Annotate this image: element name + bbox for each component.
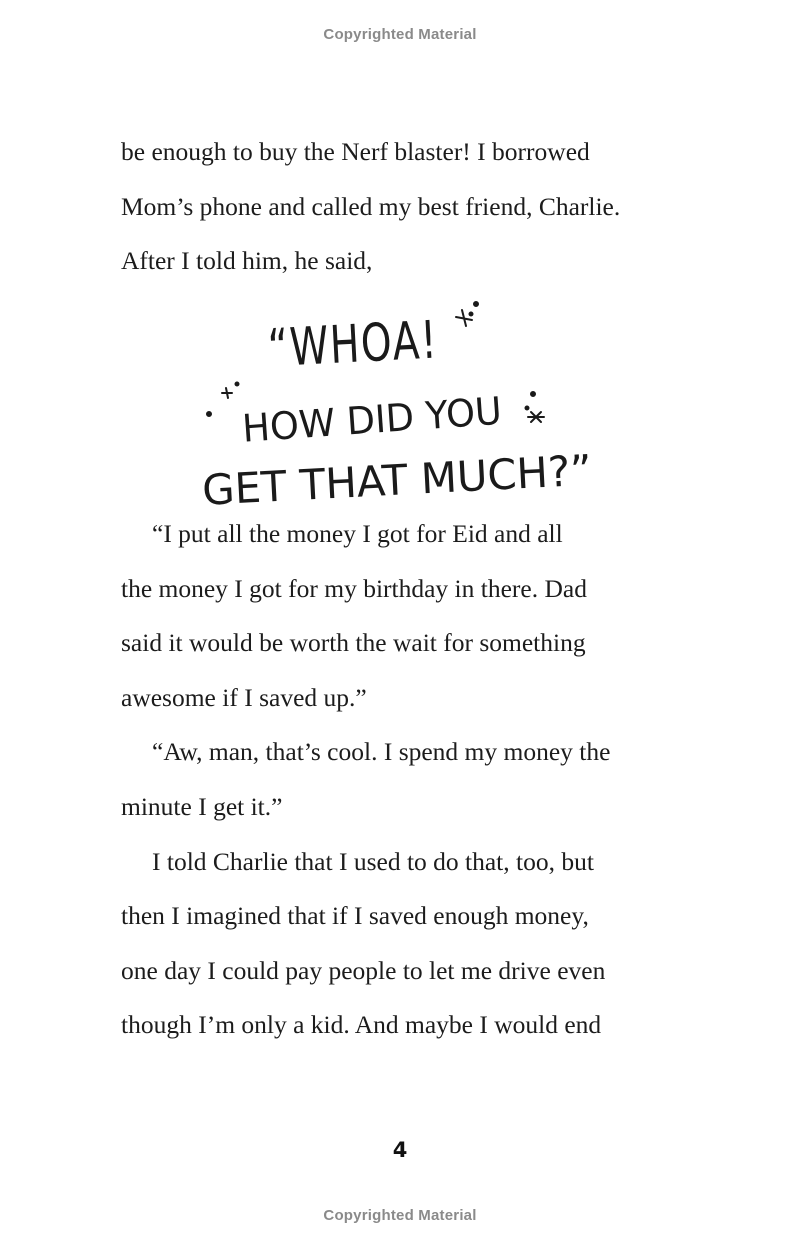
text-line: “Aw, man, that’s cool. I spend my money the — [152, 737, 611, 767]
hand-lettering-line-2: HOW DID YOU — [240, 388, 513, 451]
body-text-bottom — [121, 507, 691, 1053]
text-line: be enough to buy the Nerf blaster! I borrowed — [121, 137, 590, 166]
text-line: After I told him, he said, — [121, 246, 373, 276]
text-line: said it would be worth the wait for something — [121, 628, 586, 658]
page-number: 4 — [392, 1138, 408, 1162]
hand-lettering-art — [190, 290, 610, 515]
text-line: Mom’s phone and called my best friend, Charlie. — [121, 191, 621, 221]
copyright-watermark-bottom: Copyrighted Material — [323, 1207, 477, 1224]
text-line: one day I could pay people to let me drive even — [121, 955, 606, 985]
body-text-top — [121, 125, 691, 289]
text-line: “I put all the money I got for Eid and all — [152, 519, 563, 548]
copyright-watermark-top: Copyrighted Material — [323, 26, 477, 43]
text-line: I told Charlie that I used to do that, too, but — [152, 846, 594, 876]
hand-lettering-line-1: “WHOA! — [266, 307, 496, 380]
text-line: awesome if I saved up.” — [121, 682, 367, 712]
hand-lettering-line-3: GET THAT MUCH?” — [201, 445, 595, 515]
text-line: though I’m only a kid. And maybe I would end — [121, 1010, 602, 1040]
text-line: minute I get it.” — [121, 791, 283, 821]
text-line: then I imagined that if I saved enough money, — [121, 901, 589, 931]
text-line: the money I got for my birthday in there. Dad — [121, 573, 587, 603]
hand-lettered-quote — [190, 290, 610, 515]
